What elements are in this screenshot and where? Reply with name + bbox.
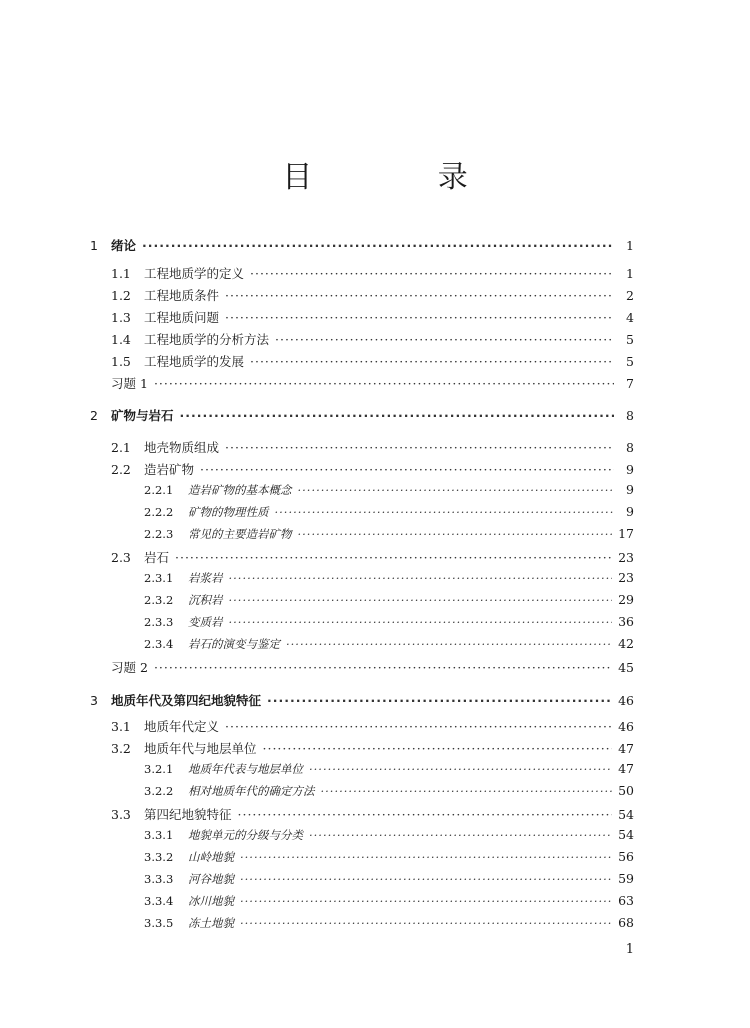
- toc-entry-title: 工程地质问题: [144, 310, 220, 325]
- toc-entry-page: 29: [618, 592, 634, 607]
- dot-leader: [286, 637, 612, 651]
- toc-entry-page: 36: [618, 614, 634, 629]
- dot-leader: [225, 719, 612, 734]
- dot-leader: [200, 462, 614, 477]
- toc-entry[interactable]: [111, 374, 634, 394]
- toc-entry-number: 3.2.1: [144, 762, 174, 776]
- toc-entry-title: 相对地质年代的确定方法: [188, 784, 315, 798]
- toc-entry-number: 1.5: [111, 354, 131, 369]
- toc-entry[interactable]: [144, 526, 634, 546]
- toc-entry-number: 3.1: [111, 719, 131, 734]
- toc-entry-page: 5: [626, 332, 634, 347]
- toc-entry[interactable]: [111, 658, 634, 678]
- toc-entry-page: 9: [626, 482, 634, 497]
- dot-leader: [309, 762, 612, 776]
- toc-entry-page: 46: [618, 719, 634, 734]
- toc-entry-page: 46: [618, 693, 634, 708]
- toc-entry-page: 50: [618, 783, 634, 798]
- dot-leader: [180, 408, 614, 423]
- dot-leader: [321, 784, 613, 798]
- toc-entry-title: 第四纪地貌特征: [144, 807, 232, 822]
- dot-leader: [298, 527, 613, 541]
- toc-entry-title: 冰川地貌: [188, 894, 234, 908]
- dot-leader: [267, 693, 612, 708]
- toc-entry-page: 47: [618, 761, 634, 776]
- toc-entry-number: 2.2.1: [144, 483, 174, 497]
- toc-entry[interactable]: [144, 570, 634, 590]
- toc-entry-number: 2.3.4: [144, 637, 174, 651]
- toc-entry[interactable]: [144, 893, 634, 913]
- toc-entry[interactable]: [144, 871, 634, 891]
- toc-entry-number: 3.3.2: [144, 850, 174, 864]
- toc-entry[interactable]: [111, 739, 634, 759]
- toc-entry-number: 3.3.3: [144, 872, 174, 886]
- dot-leader: [309, 828, 612, 842]
- toc-entry-page: 45: [618, 660, 634, 675]
- dot-leader: [154, 376, 614, 391]
- toc-entry[interactable]: [144, 636, 634, 656]
- toc-entry[interactable]: [144, 827, 634, 847]
- toc-entry[interactable]: [144, 482, 634, 502]
- toc-entry-number: 3.3.5: [144, 916, 174, 930]
- toc-entry-page: 4: [626, 310, 634, 325]
- toc-entry[interactable]: [90, 406, 634, 426]
- toc-entry-title: 沉积岩: [188, 593, 223, 607]
- dot-leader: [229, 593, 613, 607]
- toc-entry[interactable]: [111, 330, 634, 350]
- toc-entry-number: 1.4: [111, 332, 131, 347]
- toc-entry-page: 54: [618, 807, 634, 822]
- toc-entry-number: 2: [90, 408, 98, 423]
- dot-leader: [275, 505, 615, 519]
- dot-leader: [154, 660, 612, 675]
- toc-entry-number: 1.3: [111, 310, 131, 325]
- toc-entry-page: 17: [618, 526, 634, 541]
- toc-entry-page: 23: [618, 550, 634, 565]
- toc-entry-title: 变质岩: [188, 615, 223, 629]
- dot-leader: [240, 894, 612, 908]
- toc-entry-number: 3.2: [111, 741, 131, 756]
- toc-entry-title: 冻土地貌: [188, 916, 234, 930]
- dot-leader: [275, 332, 614, 347]
- toc-entry-title: 山岭地貌: [188, 850, 234, 864]
- toc-entry-page: 5: [626, 354, 634, 369]
- toc-entry-page: 42: [618, 636, 634, 651]
- toc-entry-title: 工程地质学的分析方法: [144, 332, 270, 347]
- toc-entry-title: 地壳物质组成: [144, 440, 220, 455]
- toc-entry-title: 习题 2: [111, 660, 148, 675]
- dot-leader: [175, 550, 612, 565]
- toc-entry[interactable]: [111, 438, 634, 458]
- dot-leader: [142, 238, 614, 253]
- toc-entry-title: 河谷地貌: [188, 872, 234, 886]
- dot-leader: [240, 850, 612, 864]
- toc-entry[interactable]: [111, 548, 634, 568]
- dot-leader: [225, 288, 614, 303]
- toc-entry-page: 54: [618, 827, 634, 842]
- toc-entry[interactable]: [111, 264, 634, 284]
- toc-entry-number: 3.3.4: [144, 894, 174, 908]
- toc-entry-title: 工程地质学的定义: [144, 266, 245, 281]
- dot-leader: [238, 807, 613, 822]
- toc-entry-number: 1.1: [111, 266, 131, 281]
- toc-entry-page: 47: [618, 741, 634, 756]
- toc-entry-title: 造岩矿物: [144, 462, 195, 477]
- toc-entry-title: 造岩矿物的基本概念: [188, 483, 292, 497]
- toc-entry-title: 工程地质条件: [144, 288, 220, 303]
- page-title: 目 录: [282, 160, 526, 195]
- dot-leader: [250, 266, 614, 281]
- toc-entry[interactable]: [144, 915, 634, 935]
- toc-entry-number: 2.3.2: [144, 593, 174, 607]
- dot-leader: [229, 615, 613, 629]
- dot-leader: [250, 354, 614, 369]
- toc-entry-number: 3: [90, 693, 98, 708]
- toc-entry-number: 3.3.1: [144, 828, 174, 842]
- page-number: 1: [625, 942, 634, 957]
- toc-entry-page: 68: [618, 915, 634, 930]
- toc-entry[interactable]: [111, 286, 634, 306]
- toc-entry-page: 1: [626, 238, 634, 253]
- toc-entry-number: 2.2.3: [144, 527, 174, 541]
- toc-entry[interactable]: [144, 592, 634, 612]
- dot-leader: [240, 872, 612, 886]
- toc-entry-page: 63: [618, 893, 634, 908]
- toc-entry-title: 岩石: [144, 550, 170, 565]
- toc-entry-number: 3.3: [111, 807, 131, 822]
- toc-entry-number: 2.1: [111, 440, 131, 455]
- toc-entry-page: 56: [618, 849, 634, 864]
- toc-entry[interactable]: [90, 236, 634, 256]
- toc-entry-title: 矿物的物理性质: [188, 505, 269, 519]
- toc-entry-page: 7: [626, 376, 634, 391]
- toc-entry-title: 地质年代与地层单位: [144, 741, 257, 756]
- toc-entry-title: 常见的主要造岩矿物: [188, 527, 292, 541]
- toc-entry[interactable]: [111, 308, 634, 328]
- dot-leader: [263, 741, 613, 756]
- toc-entry-page: 9: [626, 462, 634, 477]
- toc-entry-title: 工程地质学的发展: [144, 354, 245, 369]
- dot-leader: [229, 571, 613, 585]
- toc-entry-number: 3.2.2: [144, 784, 174, 798]
- toc-entry[interactable]: [144, 504, 634, 524]
- toc-entry-number: 2.3: [111, 550, 131, 565]
- toc-entry-page: 8: [626, 408, 634, 423]
- toc-entry[interactable]: [111, 717, 634, 737]
- toc-entry-page: 8: [626, 440, 634, 455]
- toc-entry[interactable]: [144, 849, 634, 869]
- toc-entry-number: 2.3.1: [144, 571, 174, 585]
- toc-entry-page: 2: [626, 288, 634, 303]
- toc-entry[interactable]: [144, 783, 634, 803]
- dot-leader: [225, 310, 614, 325]
- toc-entry-title: 地质年代定义: [144, 719, 220, 734]
- toc-entry-title: 地貌单元的分级与分类: [188, 828, 303, 842]
- toc-entry-number: 1: [90, 238, 98, 253]
- dot-leader: [298, 483, 615, 497]
- dot-leader: [240, 916, 612, 930]
- toc-entry-page: 59: [618, 871, 634, 886]
- toc-entry[interactable]: [144, 614, 634, 634]
- toc-entry-page: 23: [618, 570, 634, 585]
- toc-entry[interactable]: [111, 352, 634, 372]
- toc-entry[interactable]: [90, 691, 634, 711]
- toc-entry-title: 地质年代及第四纪地貌特征: [111, 693, 262, 708]
- toc-entry[interactable]: [111, 460, 634, 480]
- toc-entry[interactable]: [144, 761, 634, 781]
- toc-entry-number: 2.2.2: [144, 505, 174, 519]
- toc-entry-page: 9: [626, 504, 634, 519]
- toc-entry-title: 矿物与岩石: [111, 408, 174, 423]
- toc-entry-title: 岩石的演变与鉴定: [188, 637, 280, 651]
- toc-entry-page: 1: [626, 266, 634, 281]
- toc-entry-title: 绪论: [111, 238, 137, 253]
- toc-entry-title: 岩浆岩: [188, 571, 223, 585]
- toc-entry-title: 地质年代表与地层单位: [188, 762, 303, 776]
- toc-entry-number: 2.2: [111, 462, 131, 477]
- dot-leader: [225, 440, 614, 455]
- toc-entry-number: 1.2: [111, 288, 131, 303]
- toc-entry[interactable]: [111, 805, 634, 825]
- toc-entry-number: 2.3.3: [144, 615, 174, 629]
- toc-entry-title: 习题 1: [111, 376, 148, 391]
